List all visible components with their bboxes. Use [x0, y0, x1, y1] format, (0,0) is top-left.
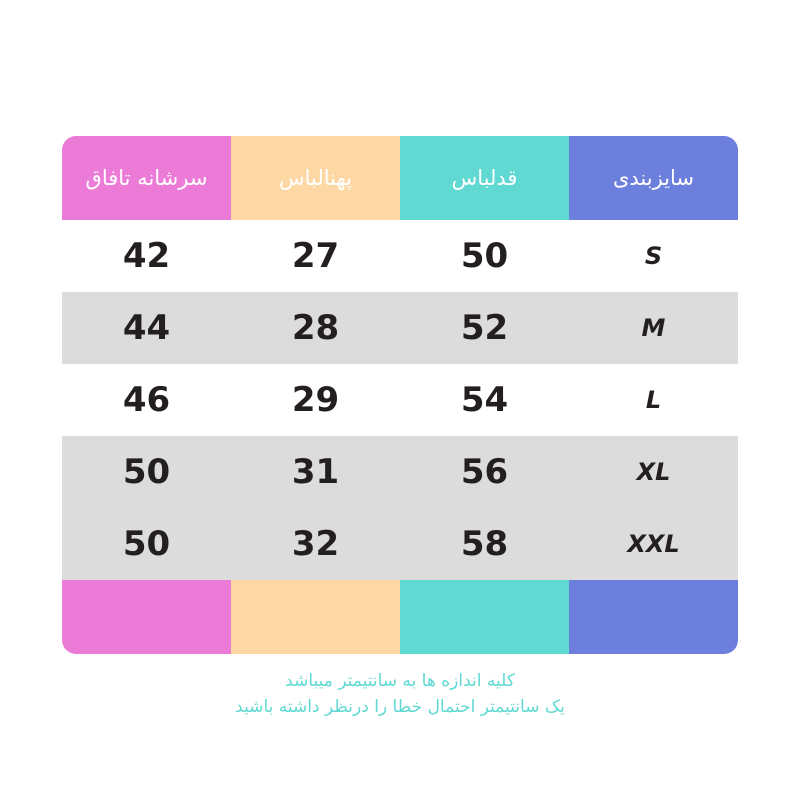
cell-shoulder: 46	[62, 364, 231, 436]
cell-size-name: L	[569, 364, 738, 436]
column-header-size-name: سایزبندی	[569, 136, 738, 220]
cell-size-name: XL	[569, 436, 738, 508]
table-header-row	[62, 136, 738, 220]
notes-block	[0, 668, 800, 720]
note-line-tolerance: یک سانتیمتر احتمال خطا را درنظر داشته باشید	[235, 697, 565, 717]
column-header-length: قدلباس	[400, 136, 569, 220]
table-row	[62, 508, 738, 580]
cell-length: 54	[400, 364, 569, 436]
cell-length: 52	[400, 292, 569, 364]
cell-width: 27	[231, 220, 400, 292]
cell-width: 29	[231, 364, 400, 436]
footer-cell-length	[400, 580, 569, 654]
cell-size-name: S	[569, 220, 738, 292]
footer-cell-shoulder	[62, 580, 231, 654]
cell-length: 50	[400, 220, 569, 292]
table-footer-row	[62, 580, 738, 654]
cell-width: 31	[231, 436, 400, 508]
cell-width: 28	[231, 292, 400, 364]
table-row	[62, 436, 738, 508]
cell-shoulder: 44	[62, 292, 231, 364]
cell-size-name: M	[569, 292, 738, 364]
size-table	[62, 136, 738, 654]
note-line-units: کلیه اندازه ها به سانتیمتر میباشد	[285, 671, 515, 691]
table-row	[62, 220, 738, 292]
cell-size-name: XXL	[569, 508, 738, 580]
footer-cell-size-name	[569, 580, 738, 654]
footer-cell-width	[231, 580, 400, 654]
cell-width: 32	[231, 508, 400, 580]
column-header-shoulder: سرشانه تافاق	[62, 136, 231, 220]
size-table-container	[62, 136, 738, 654]
column-header-width: پهنالباس	[231, 136, 400, 220]
cell-shoulder: 50	[62, 436, 231, 508]
cell-length: 56	[400, 436, 569, 508]
cell-length: 58	[400, 508, 569, 580]
table-row	[62, 292, 738, 364]
cell-shoulder: 42	[62, 220, 231, 292]
table-row	[62, 364, 738, 436]
cell-shoulder: 50	[62, 508, 231, 580]
